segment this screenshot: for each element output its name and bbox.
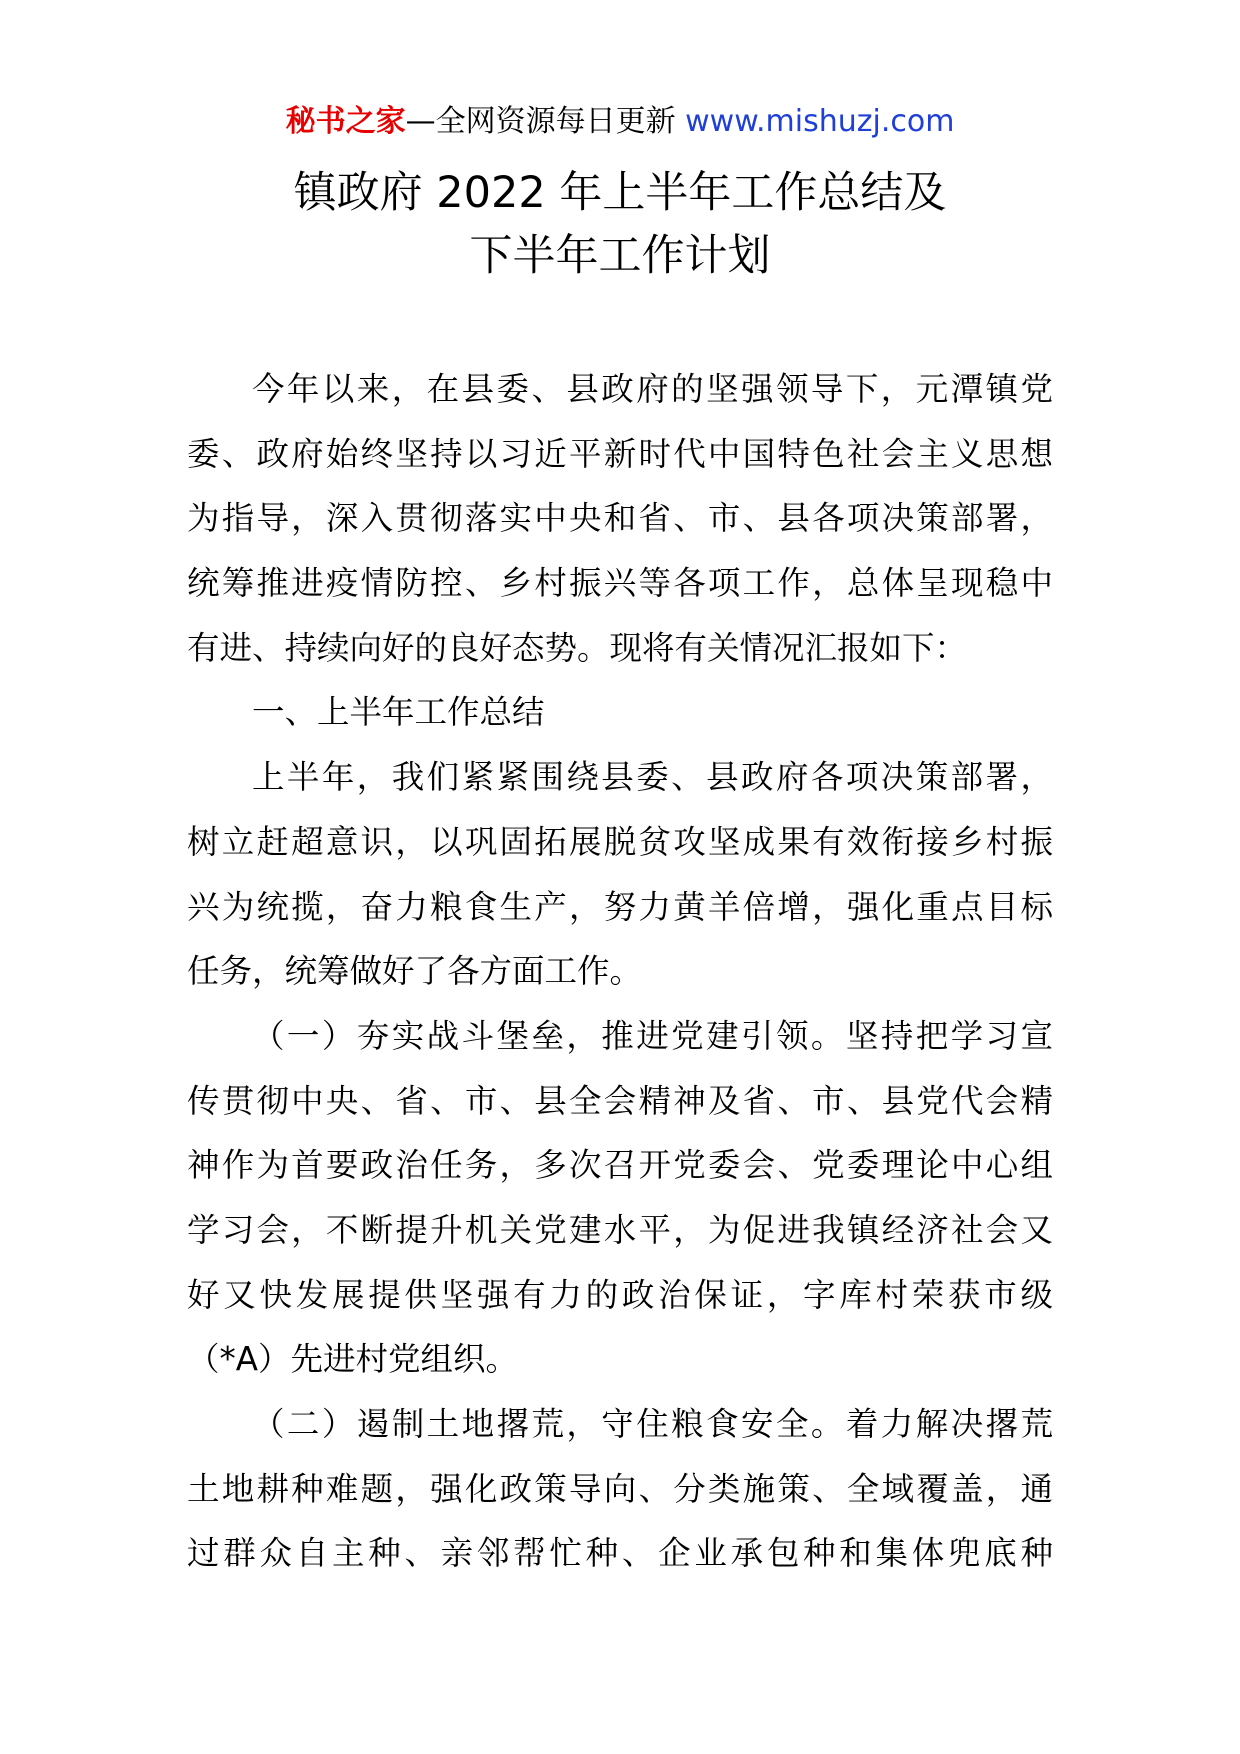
text-line: 任务，统筹做好了各方面工作。 [187, 952, 643, 991]
text-line: 学习会，不断提升机关党建水平，为促进我镇经济社会又 [187, 1210, 1053, 1249]
text-line: 过群众自主种、亲邻帮忙种、企业承包种和集体兜底种 [187, 1534, 1053, 1573]
text-line: 土地耕种难题，强化政策导向、分类施策、全域覆盖，通 [187, 1469, 1053, 1508]
text-line: 为指导，深入贯彻落实中央和省、市、县各项决策部署， [187, 499, 1053, 538]
text-line: 统筹推进疫情防控、乡村振兴等各项工作，总体呈现稳中 [187, 564, 1053, 603]
document-title [0, 162, 1240, 288]
site-url-link[interactable]: www.mishuzj.com [685, 104, 955, 139]
text-line: （二）遏制土地撂荒，守住粮食安全。着力解决撂荒 [252, 1405, 1053, 1443]
text-line: 上半年，我们紧紧围绕县委、县政府各项决策部署， [252, 758, 1053, 797]
text-line: 有进、持续向好的良好态势。现将有关情况汇报如下： [187, 628, 968, 667]
text-line: 好又快发展提供坚强有力的政治保证，字库村荣获市级 [187, 1275, 1053, 1314]
text-line: 今年以来，在县委、县政府的坚强领导下，元潭镇党 [252, 370, 1053, 408]
text-line: 传贯彻中央、省、市、县全会精神及省、市、县党代会精 [187, 1081, 1053, 1120]
text-line: 树立赶超意识，以巩固拓展脱贫攻坚成果有效衔接乡村振 [187, 822, 1053, 861]
text-line: 委、政府始终坚持以习近平新时代中国特色社会主义思想 [187, 434, 1053, 473]
text-line: （一）夯实战斗堡垒，推进党建引领。坚持把学习宣 [252, 1016, 1053, 1055]
document-body [187, 357, 1053, 1586]
title-line-1: 镇政府 2022 年上半年工作总结及 [293, 168, 947, 218]
brand-name: 秘书之家 [285, 104, 406, 139]
title-line-2: 下半年工作计划 [469, 231, 771, 281]
text-line: 神作为首要政治任务，多次召开党委会、党委理论中心组 [187, 1146, 1053, 1185]
section-heading: 一、上半年工作总结 [252, 693, 545, 732]
text-line: 兴为统揽，奋力粮食生产，努力黄羊倍增，强化重点目标 [187, 887, 1053, 926]
text-line: （*A）先进村党组织。 [187, 1340, 518, 1379]
site-header [0, 100, 1240, 144]
header-tagline: —全网资源每日更新 [405, 104, 676, 139]
